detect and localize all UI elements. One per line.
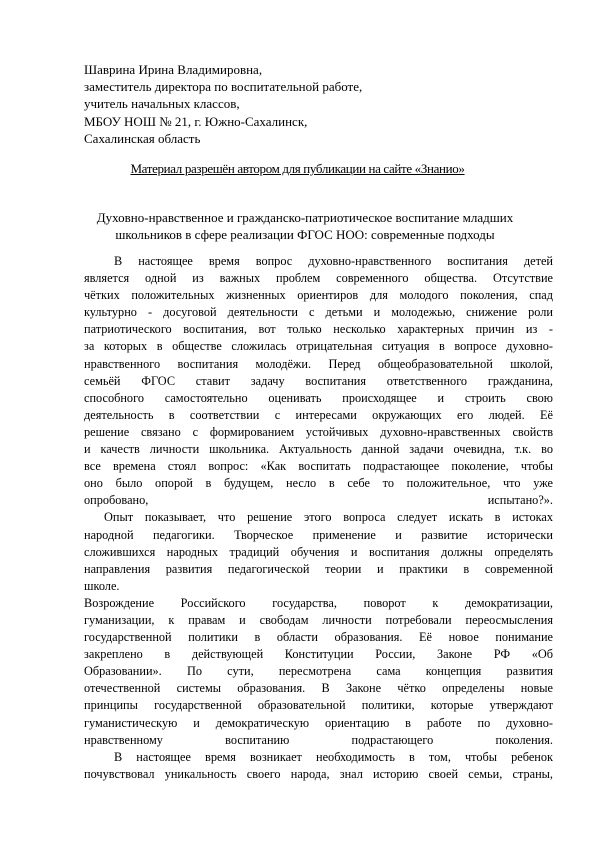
- author-block: [84, 61, 362, 147]
- body-line: оно было опорой в будущем, несло в себе то положительное, что уже: [84, 476, 553, 491]
- body-line: Возрождение Российского государства, поворот к демократизации,: [84, 595, 553, 610]
- body-line: все времена стоял вопрос: «Как воспитать подрастающее поколение, чтобы: [84, 459, 553, 474]
- body-line: нравственного воспитания молодёжи. Перед общеобразовательной школой,: [84, 356, 553, 371]
- article-title: [70, 209, 540, 243]
- body-line: В настоящее время вопрос духовно-нравственного воспитания детей: [114, 254, 553, 268]
- author-school: МБОУ НОШ № 21, г. Южно-Сахалинск,: [84, 113, 308, 129]
- body-line: и качеств личности школьника. Актуальность данной задачи очевидна, т.к. во: [84, 442, 553, 457]
- body-line: Опыт показывает, что решение этого вопроса следует искать в истоках: [104, 510, 553, 525]
- body-line: гуманистическую и демократическую ориентацию в работе по духовно-: [84, 715, 553, 730]
- body-line: Образовании». По сути, пересмотрена сама концепция развития: [84, 664, 553, 679]
- body-line: гуманизации, к правам и свободам личности потребовали переосмысления: [84, 612, 553, 627]
- body-line: решение связано с формированием устойчивых духовно-нравственных свойств: [84, 424, 553, 439]
- body-line: опробовано, испытано?».: [84, 493, 553, 508]
- author-role: учитель начальных классов,: [84, 96, 240, 112]
- body-line: патриотического воспитания, вот только несколько характерных причин из -: [84, 322, 553, 337]
- body-line: государственной политики в области образования. Её новое понимание: [84, 630, 553, 645]
- author-position: заместитель директора по воспитательной работе,: [84, 79, 363, 95]
- body-line: нравственному воспитанию подрастающего поколения.: [84, 732, 553, 747]
- body-line: В настоящее время возникает необходимость в том, чтобы ребенок: [114, 749, 553, 764]
- body-line: принципы государственной образовательной политики, которые утверждают: [84, 698, 553, 713]
- body-line: закреплено в действующей Конституции России, Законе РФ «Об: [84, 647, 553, 662]
- body-line: школе.: [84, 578, 120, 593]
- body-line: почувствовал уникальность своего народа, знал историю своей семьи, страны,: [84, 766, 553, 781]
- body-line: чётких положительных жизненных ориентиров для молодого поколения, спад: [84, 288, 553, 303]
- body-line: является одной из важных проблем современного общества. Отсутствие: [84, 271, 553, 286]
- permission-note: [0, 160, 595, 177]
- author-name: Шаврина Ирина Владимировна,: [84, 62, 263, 77]
- body-line: способного самостоятельно оценивать происходящее и строить свою: [84, 390, 553, 405]
- body-line: отечественной системы образования. В Законе чётко определены новые: [84, 681, 553, 696]
- body-line: направления развития педагогической теории и практики в современной: [84, 561, 553, 576]
- body-line: культурно - досуговой деятельности с детьми и молодежью, снижение роли: [84, 305, 553, 320]
- permission-note-text: Материал разрешён автором для публикации на сайте «Знанио»: [130, 161, 465, 176]
- article-title-line: школьников в сфере реализации ФГОС НОО: современные подходы: [115, 227, 495, 242]
- article-title-line: Духовно-нравственное и гражданско-патриотическое воспитание младших: [96, 210, 514, 225]
- body-line: семьёй ФГОС ставит задачу воспитания ответственного гражданина,: [84, 373, 553, 388]
- body-line: народной педагогики. Творческое применение и развитие исторически: [84, 527, 553, 542]
- body-line: деятельность в соответствии с интересами окружающих его людей. Её: [84, 407, 553, 422]
- body-line: сложившихся народных традиций обучения и воспитания должны определять: [84, 544, 553, 559]
- body-line: за которых в обществе сложилась отрицательная ситуация в вопросе духовно-: [84, 339, 553, 354]
- article-body: [84, 253, 553, 783]
- author-region: Сахалинская область: [84, 130, 201, 146]
